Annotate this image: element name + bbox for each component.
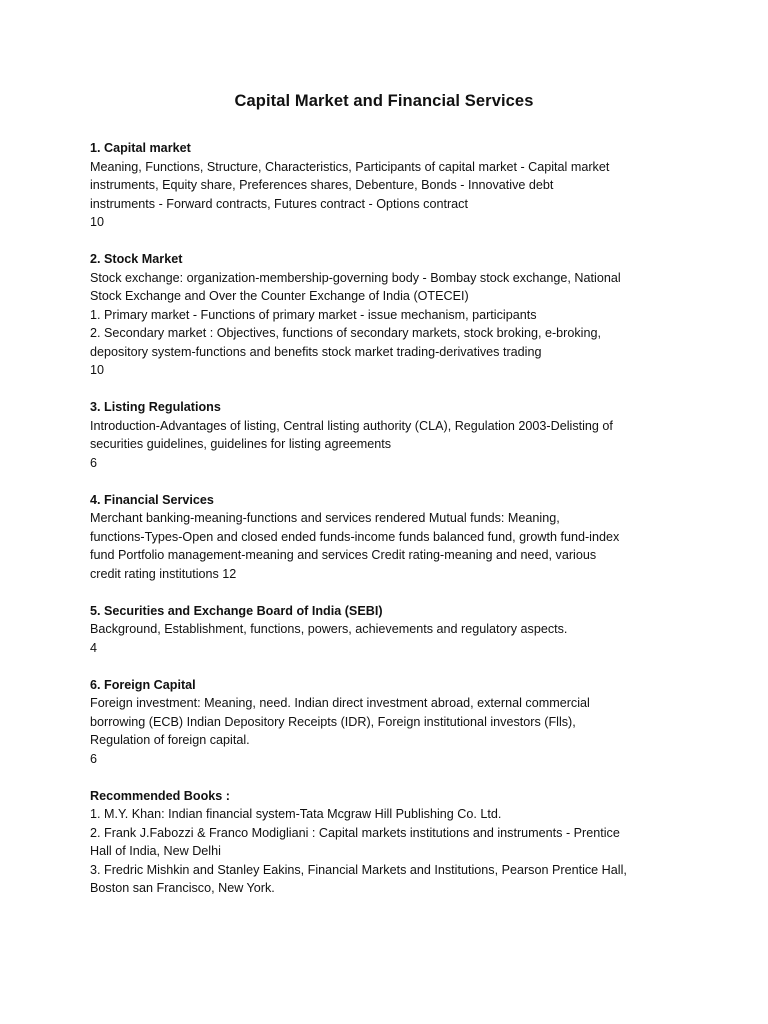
section-text-line: 1. Primary market - Functions of primary market - issue mechanism, participants (90, 307, 537, 322)
section-text-line: borrowing (ECB) Indian Depository Receipts (IDR), Foreign institutional investors (Flls), (90, 714, 576, 729)
section-text-line: Regulation of foreign capital. (90, 733, 250, 747)
book-entry-line: Boston san Francisco, New York. (90, 881, 275, 895)
section-text-line: instruments, Equity share, Preferences shares, Debenture, Bonds - Innovative debt (90, 178, 554, 192)
section-hours: 4 (90, 640, 98, 655)
section-heading: 2. Stock Market (90, 252, 183, 266)
section-heading: 5. Securities and Exchange Board of India (SEBI) (90, 603, 383, 618)
section-text-line: Merchant banking-meaning-functions and services rendered Mutual funds: Meaning, (90, 511, 560, 525)
section-foreign-capital (90, 676, 690, 769)
section-hours: 10 (90, 363, 105, 377)
section-financial-services (90, 491, 690, 584)
section-text-line: depository system-functions and benefits stock market trading-derivatives trading (90, 344, 542, 359)
section-text-line: Stock Exchange and Over the Counter Exchange of India (OTECEI) (90, 289, 469, 303)
book-entry-line: 3. Fredric Mishkin and Stanley Eakins, Financial Markets and Institutions, Pearson Prentice Hall, (90, 862, 627, 877)
section-heading: 6. Foreign Capital (90, 677, 196, 692)
section-text-line: Foreign investment: Meaning, need. Indian direct investment abroad, external commercial (90, 696, 590, 710)
section-stock-market (90, 250, 690, 380)
section-text-line: Introduction-Advantages of listing, Central listing authority (CLA), Regulation 2003-Delisting of (90, 418, 613, 433)
section-heading: 3. Listing Regulations (90, 400, 221, 414)
section-capital-market (90, 139, 690, 232)
recommended-books (90, 787, 690, 898)
section-text-line: securities guidelines, guidelines for listing agreements (90, 437, 392, 451)
book-entry-line: 2. Frank J.Fabozzi & Franco Modigliani : Capital markets institutions and instruments - Prentice (90, 825, 620, 840)
section-listing-regulations (90, 398, 690, 472)
section-hours: 6 (90, 455, 98, 470)
document-body (90, 139, 690, 916)
section-text-line: credit rating institutions 12 (90, 566, 237, 581)
book-entry-line: 1. M.Y. Khan: Indian financial system-Tata Mcgraw Hill Publishing Co. Ltd. (90, 807, 502, 821)
section-text-line: functions-Types-Open and closed ended funds-income funds balanced fund, growth fund-index (90, 529, 620, 544)
section-heading: 4. Financial Services (90, 492, 214, 507)
section-hours: 6 (90, 751, 98, 766)
book-entry-line: Hall of India, New Delhi (90, 844, 221, 858)
section-hours: 10 (90, 215, 105, 229)
section-text-line: instruments - Forward contracts, Futures contract - Options contract (90, 196, 468, 211)
section-heading: 1. Capital market (90, 141, 191, 155)
section-sebi (90, 602, 690, 658)
section-text-line: Meaning, Functions, Structure, Characteristics, Participants of capital market - Capital market (90, 159, 610, 174)
page-title: Capital Market and Financial Services (234, 92, 534, 110)
section-text-line: Background, Establishment, functions, powers, achievements and regulatory aspects. (90, 622, 568, 636)
section-text-line: fund Portfolio management-meaning and services Credit rating-meaning and need, various (90, 548, 597, 562)
section-text-line: Stock exchange: organization-membership-governing body - Bombay stock exchange, National (90, 270, 621, 285)
books-heading: Recommended Books : (90, 788, 230, 803)
section-text-line: 2. Secondary market : Objectives, functions of secondary markets, stock broking, e-broking, (90, 326, 601, 340)
